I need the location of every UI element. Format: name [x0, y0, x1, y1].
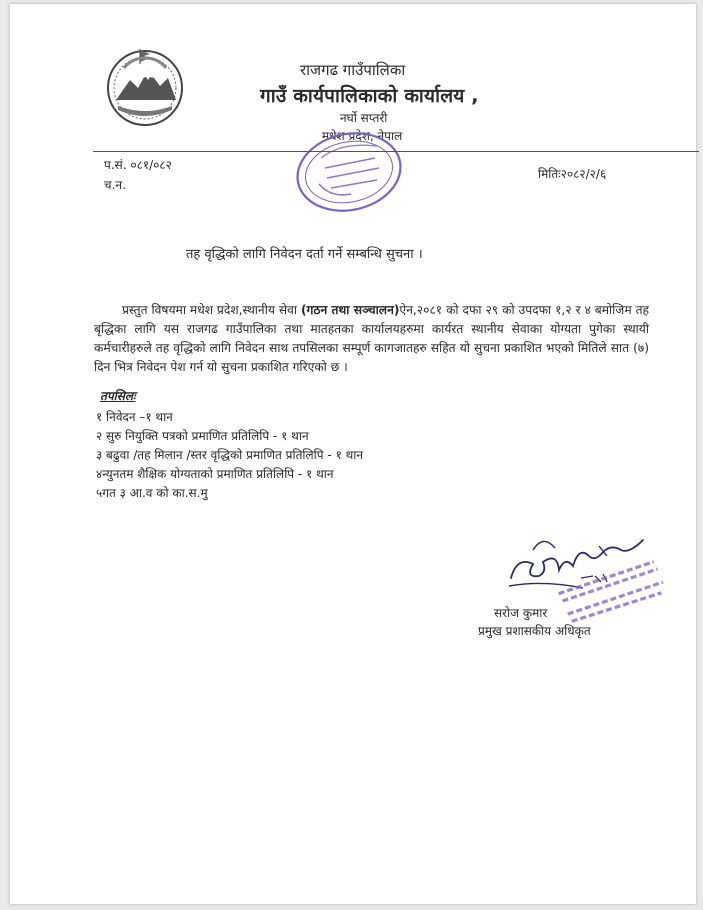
- designation-stamp: [552, 559, 670, 627]
- document-date: मितिः२०८२/२/६: [538, 167, 607, 181]
- list-item: ५गत ३ आ.व को का.स.मु: [96, 486, 208, 500]
- list-item: १ निवेदन –१ थान: [96, 410, 173, 424]
- office-seal-stamp: [291, 128, 411, 216]
- body-text-bold: (गठन तथा सञ्चालन): [300, 303, 400, 317]
- document-page: [10, 4, 696, 904]
- list-item: ३ बढुवा /तह मिलान /स्तर वृद्धिको प्रमाणित प्रतिलिपि - १ थान: [96, 448, 364, 462]
- header-divider: [93, 151, 699, 152]
- attachment-list: [96, 408, 363, 503]
- reference-number: प.सं. ०८१/०८२: [104, 158, 172, 172]
- address-line: मधेश प्रदेश, नेपाल: [322, 129, 403, 143]
- body-text-part2: ऐन,२०८१ को दफा २९ को उपदफा १,२ र ४ बमोजिम तह बृद्धिका लागि यस राजगढ गाउँपालिका तथा मातहतका कार्यालयहरुमा कार्यरत स्थानीय सेवाका योग्यता पुगेका स्थायी कर्मचारीहरुले तह वृद्धिको लागि निवेदन साथ तपसिलका सम्पूर्ण कागजातहरु सहित यो सुचना प्रकाशित भएको मितिले सात (७) दिन भित्र निवेदन पेश गर्न यो सुचना प्रकाशित गरिएको छ ।: [94, 303, 649, 374]
- signatory-name: सरोज कुमार: [494, 606, 548, 620]
- office-title: गाउँ कार्यपालिकाको कार्यालय ,: [260, 85, 479, 107]
- dispatch-number: च.न.: [104, 178, 126, 192]
- district-line: नर्घो सप्तरी: [340, 111, 388, 125]
- signatory-designation: प्रमुख प्रशासकीय अधिकृत: [478, 624, 591, 638]
- office-name: राजगढ गाउँपालिका: [300, 61, 406, 79]
- notice-subject: तह वृद्धिको लागि निवेदन दर्ता गर्ने सम्बन्धि सुचना ।: [186, 247, 423, 262]
- nepal-emblem-icon: [102, 44, 188, 130]
- list-item: २ सुरु नियुक्ति पत्रको प्रमाणित प्रतिलिपि - १ थान: [96, 429, 309, 443]
- notice-body: [94, 301, 649, 377]
- attachment-list-heading: तपसिलः: [100, 389, 136, 403]
- body-text-part1: प्रस्तुत विषयमा मधेश प्रदेश,स्थानीय सेवा: [122, 303, 301, 317]
- list-item: ४न्युनतम शैक्षिक योग्यताको प्रमाणित प्रतिलिपि - १ थान: [96, 467, 334, 481]
